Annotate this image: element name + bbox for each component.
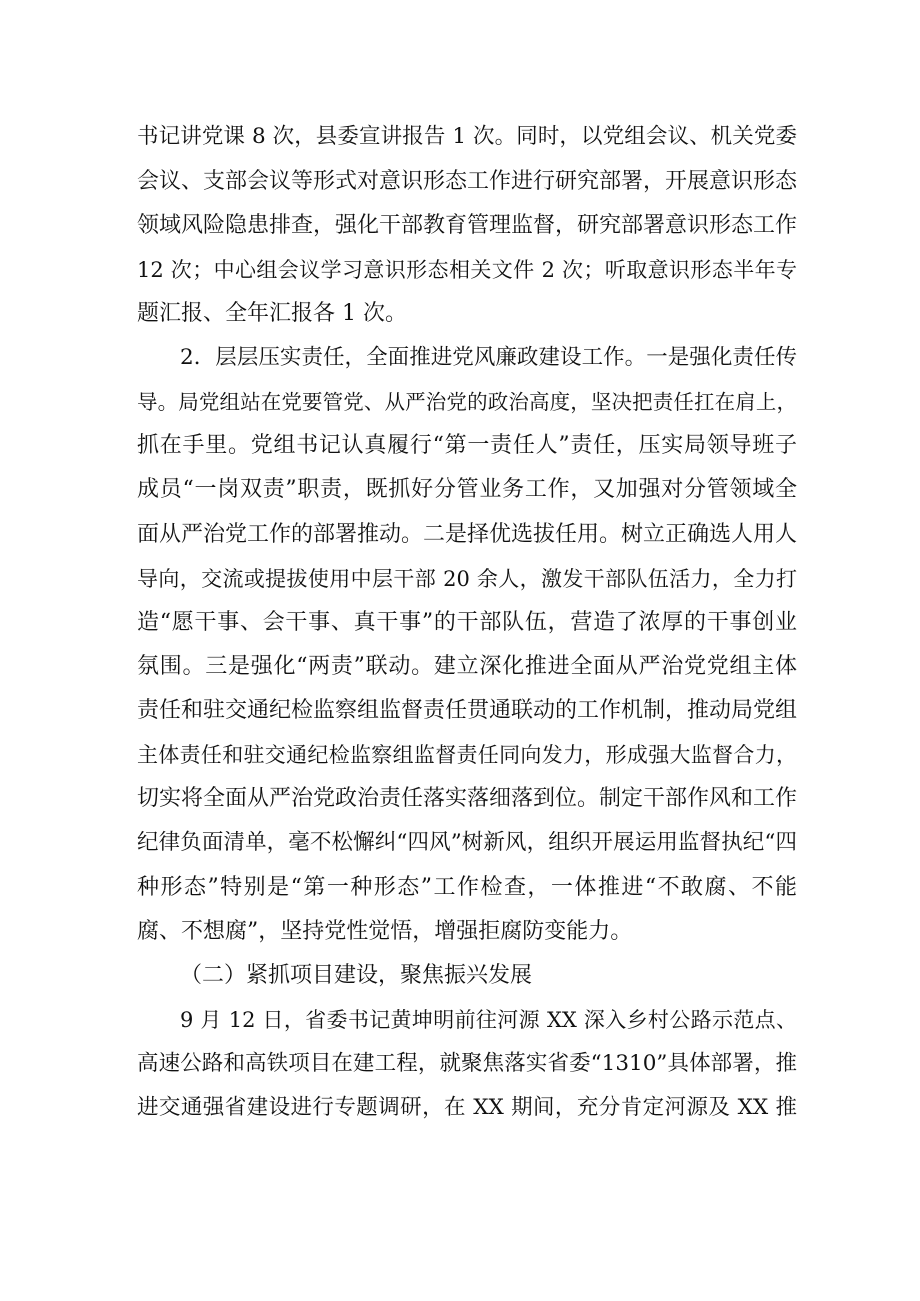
text-line: 9 月 12 日，省委书记黄坤明前往河源 XX 深入乡村公路示范点、: [180, 1008, 797, 1032]
text-line: 高速公路和高铁项目在建工程，就聚焦落实省委“1310”具体部署，推: [137, 1051, 797, 1076]
text-line: 书记讲党课 8 次，县委宣讲报告 1 次。同时，以党组会议、机关党委: [137, 124, 797, 149]
text-line: 切实将全面从严治党政治责任落实落细落到位。制定干部作风和工作: [137, 786, 798, 811]
text-line: 腐、不想腐”，坚持党性觉悟，增强拒腐防变能力。: [137, 919, 633, 944]
text-line: 责任和驻交通纪检监察组监督责任贯通联动的工作机制，推动局党组: [137, 698, 798, 723]
text-line: 造“愿干事、会干事、真干事”的干部队伍，营造了浓厚的干事创业: [137, 610, 797, 635]
text-line: 种形态”特别是“第一种形态”工作检查，一体推进“不敢腐、不能: [137, 875, 797, 900]
text-line: 面从严治党工作的部署推动。二是择优选拔任用。树立正确选人用人: [137, 522, 798, 547]
text-line: 领域风险隐患排查，强化干部教育管理监督，研究部署意识形态工作: [137, 213, 798, 238]
text-line: 导向，交流或提拔使用中层干部 20 余人，激发干部队伍活力，全力打: [137, 567, 797, 591]
text-line: 进交通强省建设进行专题调研，在 XX 期间，充分肯定河源及 XX 推: [137, 1095, 797, 1120]
text-line: 成员“一岗双责”职责，既抓好分管业务工作，又加强对分管领域全: [137, 477, 797, 502]
text-line: 抓在手里。党组书记认真履行“第一责任人”责任，压实局领导班子: [137, 433, 797, 458]
text-line: 会议、支部会议等形式对意识形态工作进行研究部署，开展意识形态: [137, 169, 798, 194]
section-heading: （二）紧抓项目建设，聚焦振兴发展: [180, 963, 533, 988]
text-line: 主体责任和驻交通纪检监察组监督责任同向发力，形成强大监督合力，: [137, 743, 797, 767]
text-line: 12 次；中心组会议学习意识形态相关文件 2 次；听取意识形态半年专: [137, 258, 797, 282]
text-line: 氛围。三是强化“两责”联动。建立深化推进全面从严治党党组主体: [137, 654, 797, 679]
text-line: 导。局党组站在党要管党、从严治党的政治高度，坚决把责任扛在肩上，: [137, 390, 797, 414]
text-line: 纪律负面清单，毫不松懈纠“四风”树新风，组织开展运用监督执纪“四: [137, 830, 797, 855]
text-line: 2．层层压实责任，全面推进党风廉政建设工作。一是强化责任传: [180, 345, 797, 370]
text-line: 题汇报、全年汇报各 1 次。: [137, 301, 407, 326]
